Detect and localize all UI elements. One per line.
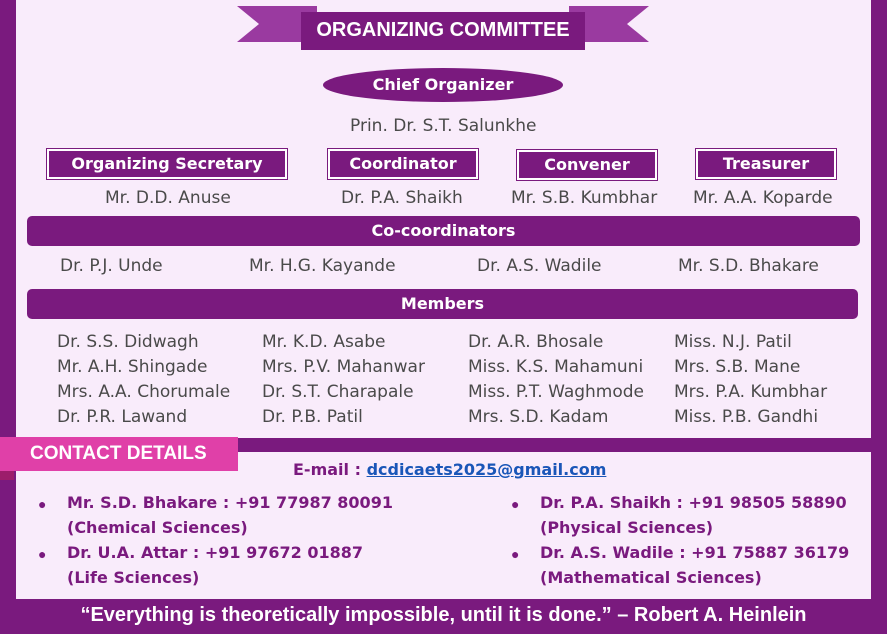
contact-person bbox=[540, 490, 847, 540]
contact-line: Dr. P.A. Shaikh : +91 98505 58890 bbox=[540, 493, 847, 512]
contact-dept: (Mathematical Sciences) bbox=[540, 568, 762, 587]
bullet-icon: ● bbox=[511, 496, 520, 512]
members-heading: Members bbox=[27, 289, 858, 319]
bullet-icon: ● bbox=[511, 546, 520, 562]
member-name: Mrs. S.B. Mane bbox=[674, 357, 801, 377]
member-name: Dr. S.T. Charapale bbox=[262, 382, 414, 402]
contact-dept: (Chemical Sciences) bbox=[67, 518, 248, 537]
member-name: Mr. K.D. Asabe bbox=[262, 332, 386, 352]
chief-organizer-label: Chief Organizer bbox=[323, 68, 563, 102]
member-name: Miss. P.B. Gandhi bbox=[674, 407, 819, 427]
member-name: Miss. K.S. Mahamuni bbox=[468, 357, 644, 377]
contact-tab-fold bbox=[0, 470, 14, 480]
contact-person bbox=[540, 540, 849, 590]
contact-line: Dr. A.S. Wadile : +91 75887 36179 bbox=[540, 543, 850, 562]
contact-details-heading: CONTACT DETAILS bbox=[0, 437, 238, 471]
convener-label: Convener bbox=[517, 150, 657, 180]
coordinator-name: Dr. P.A. Shaikh bbox=[341, 188, 463, 208]
bullet-icon: ● bbox=[38, 546, 47, 562]
coordinator-label: Coordinator bbox=[328, 149, 478, 179]
treasurer-name: Mr. A.A. Koparde bbox=[693, 188, 833, 208]
member-name: Mrs. P.A. Kumbhar bbox=[674, 382, 828, 402]
contact-person bbox=[67, 490, 393, 540]
cocoordinator-name: Mr. S.D. Bhakare bbox=[678, 256, 819, 276]
cocoordinator-name: Dr. A.S. Wadile bbox=[477, 256, 602, 276]
contact-person bbox=[67, 540, 363, 590]
cocoordinators-heading: Co-coordinators bbox=[27, 216, 860, 246]
member-name: Dr. P.B. Patil bbox=[262, 407, 363, 427]
member-name: Mr. A.H. Shingade bbox=[57, 357, 208, 377]
email-link[interactable]: dcdicaets2025@gmail.com bbox=[366, 460, 607, 479]
chief-organizer-name: Prin. Dr. S.T. Salunkhe bbox=[350, 116, 537, 136]
contact-line: Mr. S.D. Bhakare : +91 77987 80091 bbox=[67, 493, 393, 512]
member-name: Dr. P.R. Lawand bbox=[57, 407, 188, 427]
member-name: Dr. S.S. Didwagh bbox=[57, 332, 199, 352]
contact-dept: (Life Sciences) bbox=[67, 568, 200, 587]
member-name: Dr. A.R. Bhosale bbox=[468, 332, 604, 352]
convener-name: Mr. S.B. Kumbhar bbox=[511, 188, 658, 208]
footer-quote: “Everything is theoretically impossible, until it is done.” – Robert A. Heinlein bbox=[80, 604, 807, 626]
member-name: Miss. P.T. Waghmode bbox=[468, 382, 645, 402]
member-name: Miss. N.J. Patil bbox=[674, 332, 792, 352]
contact-dept: (Physical Sciences) bbox=[540, 518, 714, 537]
contact-line: Dr. U.A. Attar : +91 97672 01887 bbox=[67, 543, 363, 562]
cocoordinator-name: Mr. H.G. Kayande bbox=[249, 256, 396, 276]
bullet-icon: ● bbox=[38, 496, 47, 512]
member-name: Mrs. P.V. Mahanwar bbox=[262, 357, 425, 377]
treasurer-label: Treasurer bbox=[696, 149, 836, 179]
email-line bbox=[293, 460, 606, 479]
member-name: Mrs. A.A. Chorumale bbox=[57, 382, 231, 402]
organizing-secretary-name: Mr. D.D. Anuse bbox=[105, 188, 231, 208]
organizing-secretary-label: Organizing Secretary bbox=[47, 149, 287, 179]
cocoordinator-name: Dr. P.J. Unde bbox=[60, 256, 163, 276]
page-title: ORGANIZING COMMITTEE bbox=[316, 19, 570, 41]
member-name: Mrs. S.D. Kadam bbox=[468, 407, 609, 427]
email-label: E-mail : bbox=[293, 460, 361, 479]
